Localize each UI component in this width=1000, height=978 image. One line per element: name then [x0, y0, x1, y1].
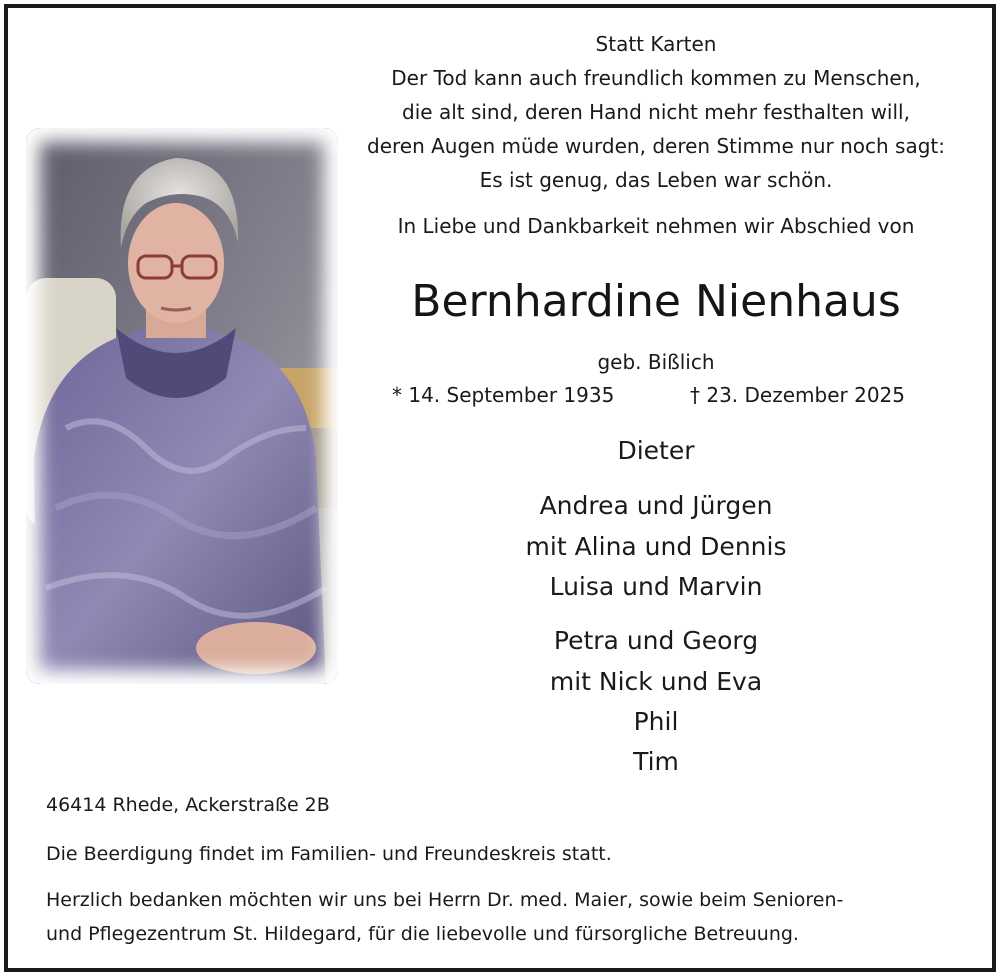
deceased-name: Bernhardine Nienhaus	[411, 276, 901, 327]
thanks-line-1: Herzlich bedanken möchten wir uns bei Herrn Dr. med. Maier, sowie beim Senioren-	[46, 889, 844, 911]
poem-line-3: deren Augen müde wurden, deren Stimme nur noch sagt:	[367, 134, 945, 158]
family-member: Phil	[633, 707, 679, 736]
family-member: mit Alina und Dennis	[525, 532, 787, 561]
portrait-illustration	[26, 128, 338, 684]
family-member: Tim	[633, 747, 679, 776]
funeral-text: Die Beerdigung findet im Familien- und Freundeskreis statt.	[46, 843, 612, 865]
poem-line-2: die alt sind, deren Hand nicht mehr festhalten will,	[402, 100, 910, 124]
poem-line-4: Es ist genug, das Leben war schön.	[479, 168, 833, 192]
family-member: Petra und Georg	[553, 626, 759, 655]
portrait-photo	[26, 128, 338, 684]
address-text: 46414 Rhede, Ackerstraße 2B	[46, 794, 330, 816]
family-member: Dieter	[617, 436, 695, 465]
maiden-name: geb. Bißlich	[597, 350, 715, 374]
thanks-line-2: und Pflegezentrum St. Hildegard, für die liebevolle und fürsorgliche Betreuung.	[46, 923, 799, 945]
family-member: Andrea und Jürgen	[539, 491, 773, 520]
intro-text: Statt Karten	[595, 32, 717, 56]
poem-line-1: Der Tod kann auch freundlich kommen zu Menschen,	[391, 66, 921, 90]
family-member: Luisa und Marvin	[549, 572, 763, 601]
death-date: † 23. Dezember 2025	[690, 383, 905, 407]
family-member: mit Nick und Eva	[549, 667, 763, 696]
birth-date: * 14. September 1935	[392, 383, 615, 407]
farewell-text: In Liebe und Dankbarkeit nehmen wir Abschied von	[397, 214, 915, 238]
